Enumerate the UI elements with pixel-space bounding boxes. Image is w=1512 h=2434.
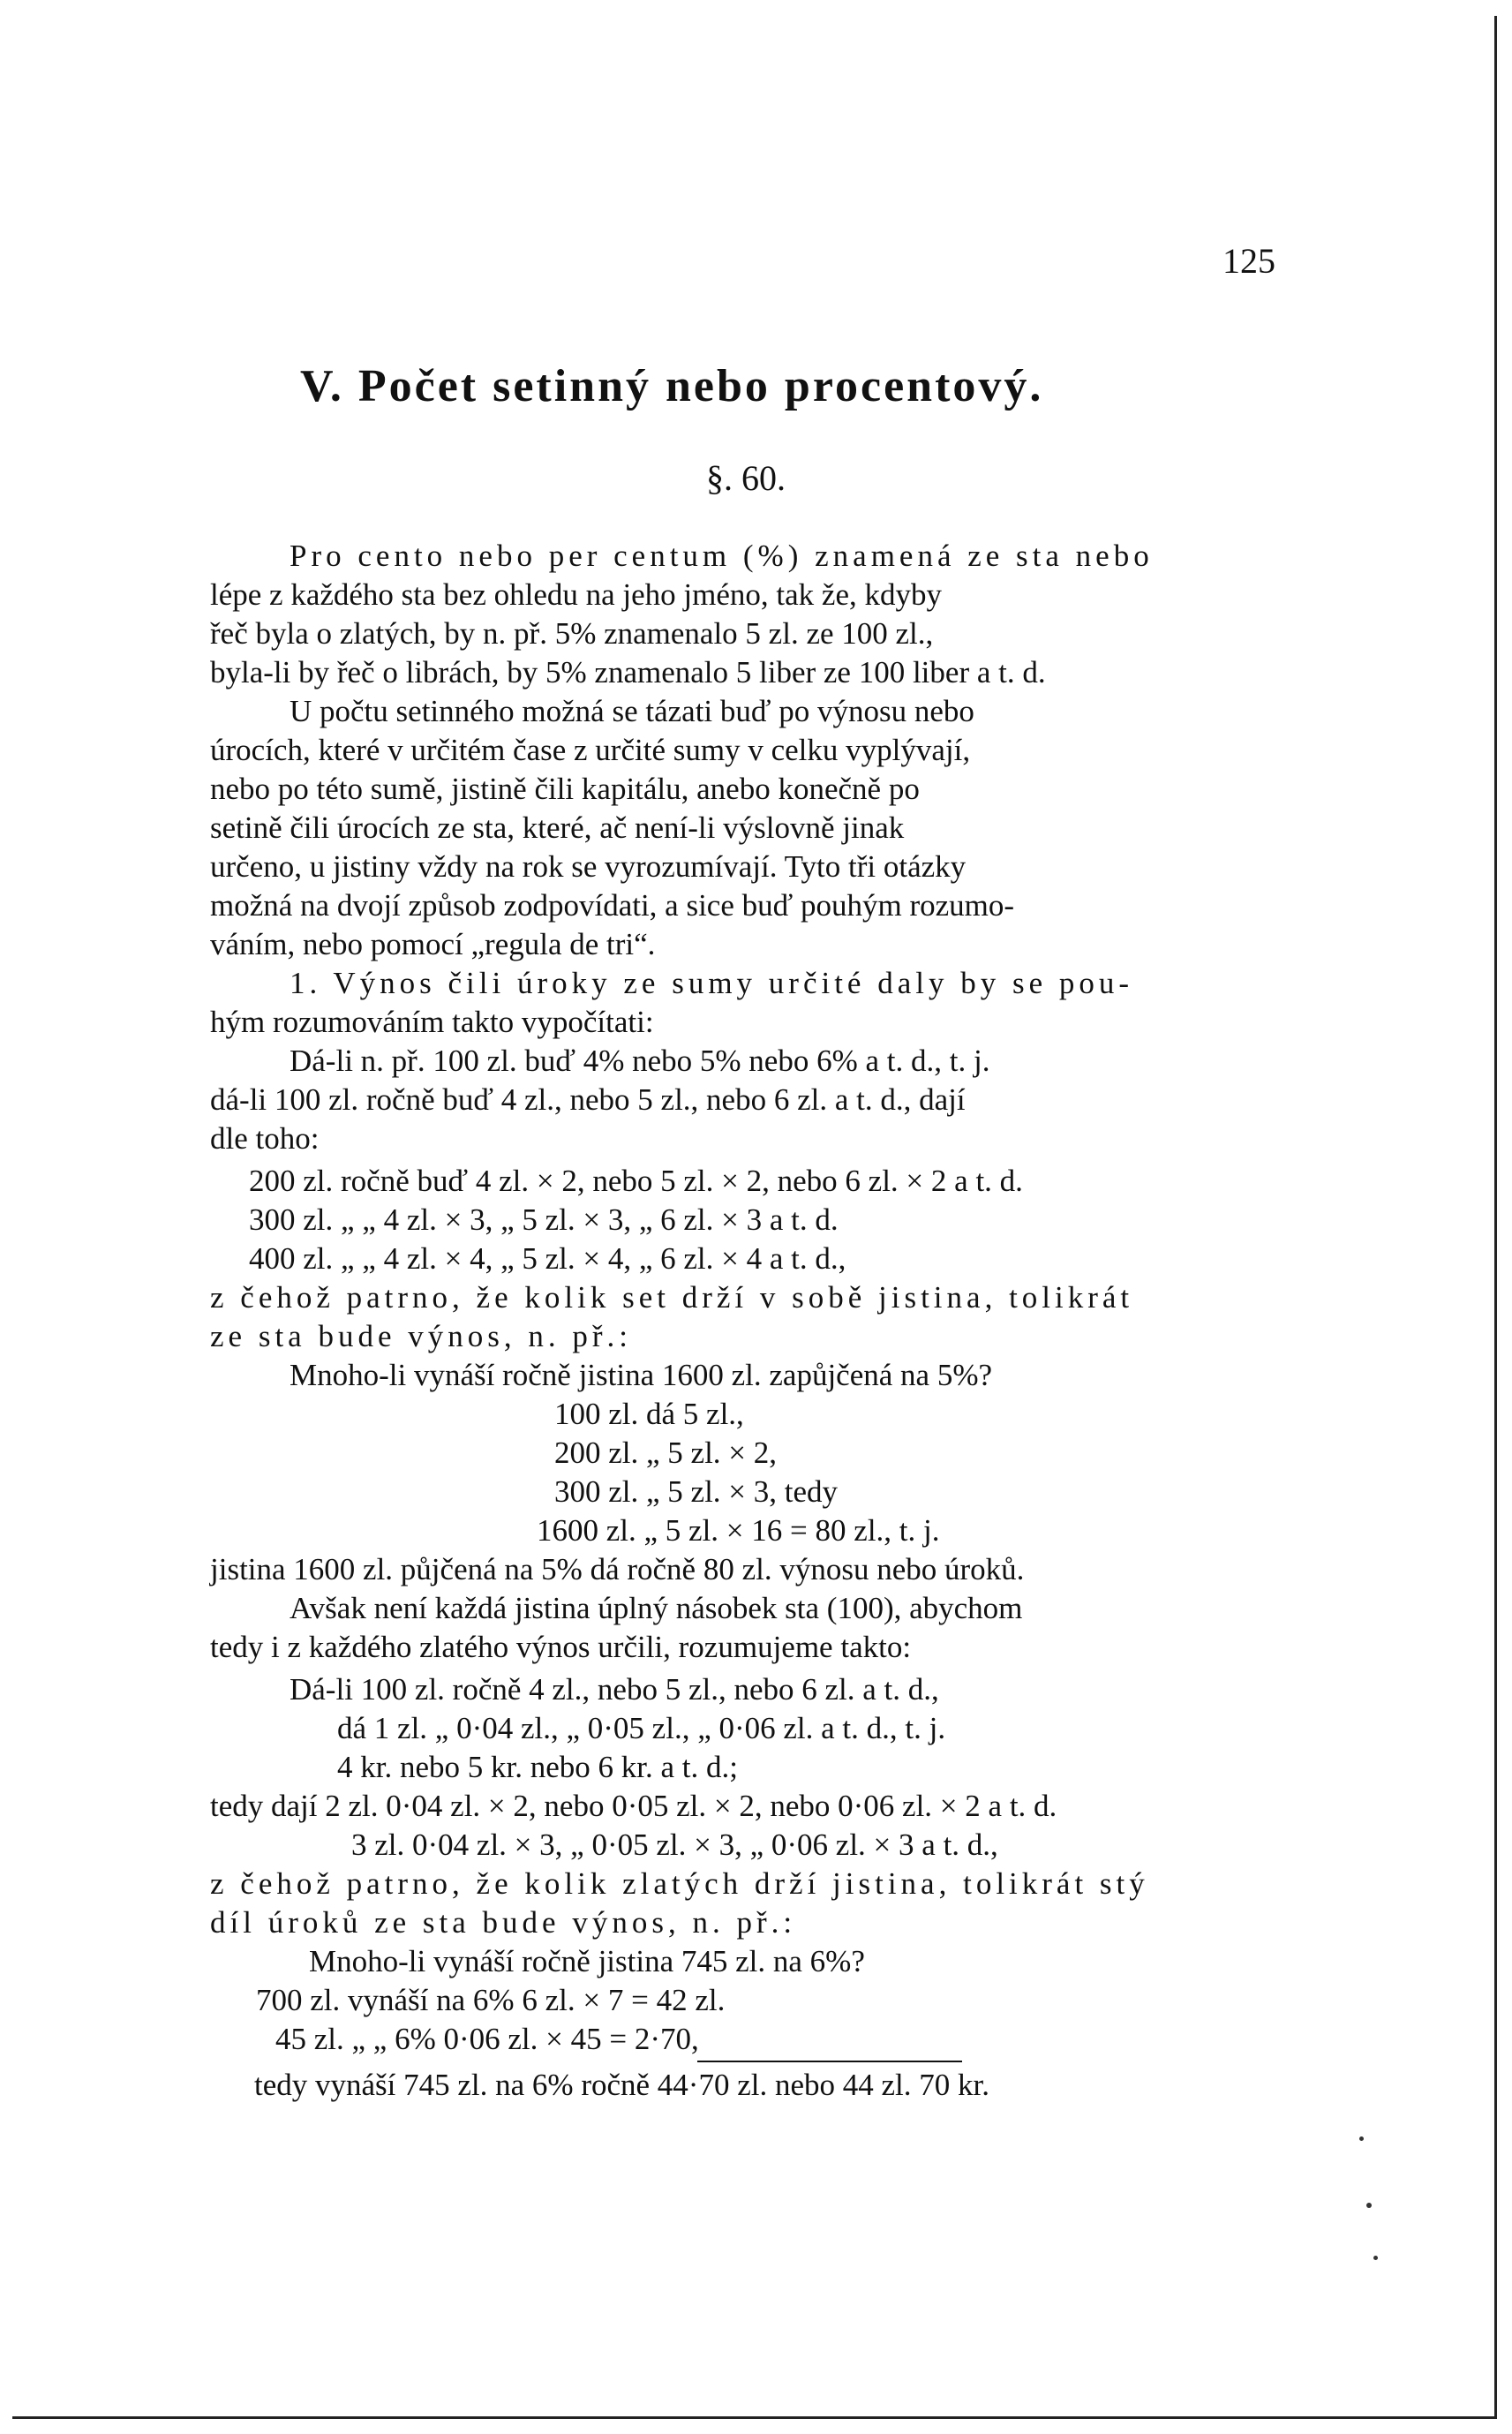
text-line: 3 zl. 0·04 zl. × 3, „ 0·05 zl. × 3, „ 0·06 zl. × 3 a t. d., — [351, 1827, 998, 1862]
text-line: Mnoho-li vynáší ročně jistina 745 zl. na 6%? — [309, 1944, 865, 1978]
scan-speck — [1373, 2256, 1378, 2260]
text-line: Dá-li 100 zl. ročně 4 zl., nebo 5 zl., nebo 6 zl. a t. d., — [290, 1672, 939, 1707]
text-line: 200 zl. „ 5 zl. × 2, — [554, 1436, 778, 1470]
text-line: hým rozumováním takto vypočítati: — [210, 1005, 654, 1039]
text-line: Avšak není každá jistina úplný násobek sta (100), abychom — [290, 1591, 1023, 1625]
page-number: 125 — [1222, 241, 1275, 281]
text-line: byla-li by řeč o librách, by 5% znamenalo 5 liber ze 100 liber a t. d. — [210, 655, 1046, 690]
text-line: Dá-li n. př. 100 zl. buď 4% nebo 5% nebo 6% a t. d., t. j. — [290, 1044, 990, 1078]
text-line: tedy dají 2 zl. 0·04 zl. × 2, nebo 0·05 zl. × 2, nebo 0·06 zl. × 2 a t. d. — [210, 1789, 1057, 1823]
section-heading: §. 60. — [706, 458, 786, 498]
text-line: 700 zl. vynáší na 6% 6 zl. × 7 = 42 zl. — [256, 1983, 726, 2017]
text-line: Mnoho-li vynáší ročně jistina 1600 zl. zapůjčená na 5%? — [290, 1358, 993, 1392]
text-line: dle toho: — [210, 1121, 320, 1156]
text-line: setině čili úrocích ze sta, které, ač není-li výslovně jinak — [210, 810, 905, 845]
scan-speck — [1359, 2136, 1364, 2141]
text-line: 400 zl. „ „ 4 zl. × 4, „ 5 zl. × 4, „ 6 zl. × 4 a t. d., — [249, 1241, 846, 1276]
text-line: váním, nebo pomocí „regula de tri“. — [210, 927, 656, 961]
text-line: 45 zl. „ „ 6% 0·06 zl. × 45 = 2·70, — [275, 2022, 699, 2056]
scan-speck — [1366, 2203, 1372, 2208]
text-line: ze sta bude výnos, n. př.: — [210, 1319, 632, 1353]
text-line: nebo po této sumě, jistině čili kapitálu, anebo konečně po — [210, 772, 920, 806]
text-line: 1600 zl. „ 5 zl. × 16 = 80 zl., t. j. — [537, 1513, 940, 1548]
text-line: z čehož patrno, že kolik zlatých drží jistina, tolikrát stý — [210, 1866, 1149, 1901]
text-line: z čehož patrno, že kolik set drží v sobě jistina, tolikrát — [210, 1280, 1134, 1315]
text-line: díl úroků ze sta bude výnos, n. př.: — [210, 1905, 797, 1940]
text-line: 1. Výnos čili úroky ze sumy určité daly by se pou- — [290, 966, 1134, 1000]
text-line: 100 zl. dá 5 zl., — [554, 1397, 744, 1431]
text-line: určeno, u jistiny vždy na rok se vyrozumívají. Tyto tři otázky — [210, 849, 967, 884]
text-line: řeč byla o zlatých, by n. př. 5% znamenalo 5 zl. ze 100 zl., — [210, 616, 934, 651]
text-line: dá 1 zl. „ 0·04 zl., „ 0·05 zl., „ 0·06 zl. a t. d., t. j. — [337, 1711, 946, 1745]
text-line: tedy i z každého zlatého výnos určili, rozumujeme takto: — [210, 1630, 912, 1664]
text-line: tedy vynáší 745 zl. na 6% ročně 44·70 zl. nebo 44 zl. 70 kr. — [254, 2068, 989, 2102]
text-line: úrocích, které v určitém čase z určité sumy v celku vyplývají, — [210, 733, 971, 767]
text-line: možná na dvojí způsob zodpovídati, a sice buď pouhým rozumo- — [210, 888, 1015, 923]
text-line: lépe z každého sta bez ohledu na jeho jméno, tak že, kdyby — [210, 577, 942, 612]
chapter-title: V. Počet setinný nebo procentový. — [300, 361, 1044, 411]
sum-rule — [697, 2061, 962, 2062]
text-line: U počtu setinného možná se tázati buď po výnosu nebo — [290, 694, 974, 728]
text-line: 200 zl. ročně buď 4 zl. × 2, nebo 5 zl. × 2, nebo 6 zl. × 2 a t. d. — [249, 1164, 1023, 1198]
text-line: 300 zl. „ 5 zl. × 3, tedy — [554, 1474, 839, 1509]
text-line: jistina 1600 zl. půjčená na 5% dá ročně 80 zl. výnosu nebo úroků. — [210, 1552, 1025, 1586]
text-line: dá-li 100 zl. ročně buď 4 zl., nebo 5 zl., nebo 6 zl. a t. d., dají — [210, 1082, 966, 1117]
text-line: Pro cento nebo per centum (%) znamená ze sta nebo — [290, 539, 1154, 573]
text-line: 300 zl. „ „ 4 zl. × 3, „ 5 zl. × 3, „ 6 zl. × 3 a t. d. — [249, 1202, 839, 1237]
text-line: 4 kr. nebo 5 kr. nebo 6 kr. a t. d.; — [337, 1750, 738, 1784]
